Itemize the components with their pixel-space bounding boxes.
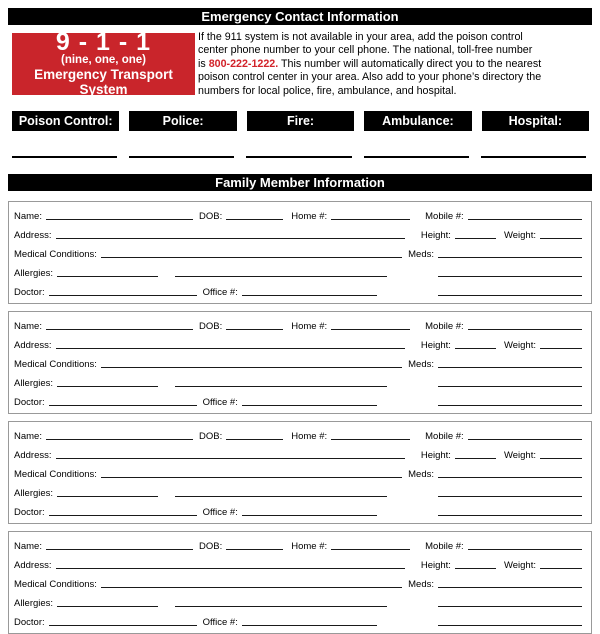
name-field[interactable] (46, 329, 193, 330)
intro-line-2: center phone number to your cell phone. The national, toll-free number (198, 44, 533, 57)
doctor-field[interactable] (49, 625, 197, 626)
dob-label: DOB: (198, 321, 223, 333)
meds-field-continued2[interactable] (438, 625, 582, 626)
medical-conditions-label: Medical Conditions: (14, 359, 97, 371)
member-row-address (14, 443, 582, 462)
member-row-allergies (14, 481, 582, 500)
height-field[interactable] (455, 238, 496, 239)
home-phone-field[interactable] (331, 549, 410, 550)
height-field[interactable] (455, 568, 496, 569)
intro-line-1: If the 911 system is not available in your area, add the poison control (198, 31, 523, 43)
office-phone-label: Office #: (202, 397, 238, 409)
911-label: Emergency Transport System (34, 67, 173, 97)
family-members (8, 201, 592, 634)
dob-label: DOB: (198, 431, 223, 443)
family-section-title: Family Member Information (8, 174, 592, 191)
emergency-contact-fields (12, 146, 586, 158)
intro-line-3-prefix: is (198, 57, 209, 70)
dob-field[interactable] (226, 329, 283, 330)
member-row-address (14, 553, 582, 572)
home-phone-label: Home #: (291, 211, 328, 223)
doctor-field[interactable] (49, 295, 197, 296)
police-field[interactable] (129, 146, 234, 158)
home-phone-label: Home #: (291, 321, 328, 333)
member-row-allergies (14, 261, 582, 280)
address-field[interactable] (56, 568, 405, 569)
name-label: Name: (14, 431, 42, 443)
member-row-medical (14, 242, 582, 261)
weight-field[interactable] (540, 458, 582, 459)
meds-field[interactable] (438, 477, 582, 478)
home-phone-label: Home #: (291, 541, 328, 553)
member-row-name (14, 204, 582, 223)
intro-paragraph (198, 31, 541, 98)
member-row-address (14, 223, 582, 242)
member-row-name (14, 314, 582, 333)
meds-label: Meds: (408, 579, 434, 591)
meds-label: Meds: (408, 359, 434, 371)
address-label: Address: (14, 450, 52, 462)
address-label: Address: (14, 560, 52, 572)
meds-field-continued[interactable] (438, 276, 582, 277)
911-phonetic: (nine, one, one) (61, 54, 146, 66)
doctor-label: Doctor: (14, 507, 45, 519)
allergies-label: Allergies: (14, 268, 54, 280)
doctor-label: Doctor: (14, 397, 45, 409)
name-field[interactable] (46, 549, 193, 550)
member-row-doctor (14, 610, 582, 629)
office-phone-field[interactable] (242, 515, 377, 516)
weight-field[interactable] (540, 238, 582, 239)
fire-field[interactable] (246, 146, 351, 158)
allergies-label: Allergies: (14, 378, 54, 390)
home-phone-field[interactable] (331, 219, 410, 220)
height-label: Height: (420, 450, 451, 462)
member-card (8, 421, 592, 524)
dob-field[interactable] (226, 439, 283, 440)
dob-label: DOB: (198, 541, 223, 553)
name-label: Name: (14, 541, 42, 553)
member-row-address (14, 333, 582, 352)
office-phone-label: Office #: (202, 617, 238, 629)
office-phone-field[interactable] (242, 405, 377, 406)
medical-conditions-field[interactable] (101, 477, 402, 478)
address-label: Address: (14, 230, 52, 242)
allergies-field[interactable] (57, 606, 158, 607)
meds-field-continued[interactable] (438, 606, 582, 607)
doctor-label: Doctor: (14, 617, 45, 629)
member-row-doctor (14, 390, 582, 409)
meds-field-continued2[interactable] (438, 295, 582, 296)
doctor-label: Doctor: (14, 287, 45, 299)
allergies-field-continued[interactable] (175, 606, 387, 607)
doctor-field[interactable] (49, 515, 197, 516)
doctor-field[interactable] (49, 405, 197, 406)
mobile-phone-label: Mobile #: (425, 321, 464, 333)
allergies-field-continued[interactable] (175, 496, 387, 497)
weight-field[interactable] (540, 568, 582, 569)
mobile-phone-field[interactable] (468, 439, 582, 440)
weight-label: Weight: (503, 340, 536, 352)
medical-conditions-label: Medical Conditions: (14, 579, 97, 591)
home-phone-field[interactable] (331, 329, 410, 330)
meds-field-continued[interactable] (438, 496, 582, 497)
member-card (8, 201, 592, 304)
mobile-phone-label: Mobile #: (425, 541, 464, 553)
911-emergency-box (12, 28, 195, 97)
medical-conditions-field[interactable] (101, 587, 402, 588)
weight-label: Weight: (503, 230, 536, 242)
office-phone-label: Office #: (202, 507, 238, 519)
member-card (8, 531, 592, 634)
hospital-field[interactable] (481, 146, 586, 158)
emergency-contact-labels (12, 111, 589, 131)
dob-field[interactable] (226, 219, 283, 220)
dob-field[interactable] (226, 549, 283, 550)
medical-conditions-field[interactable] (101, 257, 402, 258)
meds-field[interactable] (438, 587, 582, 588)
member-card (8, 311, 592, 414)
address-label: Address: (14, 340, 52, 352)
height-label: Height: (420, 340, 451, 352)
intro-line-3-suffix: This number will automatically direct you to the nearest (278, 57, 542, 70)
allergies-field-continued[interactable] (175, 276, 387, 277)
address-field[interactable] (56, 348, 405, 349)
mobile-phone-label: Mobile #: (425, 211, 464, 223)
height-label: Height: (420, 560, 451, 572)
mobile-phone-field[interactable] (468, 219, 582, 220)
allergies-field[interactable] (57, 276, 158, 277)
meds-label: Meds: (408, 249, 434, 261)
name-label: Name: (14, 321, 42, 333)
fire-label-box: Fire: (247, 111, 354, 131)
page-title: Emergency Contact Information (8, 8, 592, 25)
dob-label: DOB: (198, 211, 223, 223)
intro-line-5: numbers for local police, fire, ambulance, and hospital. (198, 84, 457, 97)
medical-conditions-label: Medical Conditions: (14, 469, 97, 481)
name-label: Name: (14, 211, 42, 223)
member-row-name (14, 424, 582, 443)
allergies-label: Allergies: (14, 488, 54, 500)
address-field[interactable] (56, 238, 405, 239)
home-phone-label: Home #: (291, 431, 328, 443)
meds-field-continued2[interactable] (438, 515, 582, 516)
medical-conditions-field[interactable] (101, 367, 402, 368)
meds-label: Meds: (408, 469, 434, 481)
weight-field[interactable] (540, 348, 582, 349)
height-field[interactable] (455, 348, 496, 349)
poison-control-label-box: Poison Control: (12, 111, 119, 131)
allergies-label: Allergies: (14, 598, 54, 610)
office-phone-field[interactable] (242, 625, 377, 626)
home-phone-field[interactable] (331, 439, 410, 440)
poison-control-phone-number: 800-222-1222. (208, 57, 279, 70)
allergies-field[interactable] (57, 386, 158, 387)
meds-field[interactable] (438, 367, 582, 368)
weight-label: Weight: (503, 450, 536, 462)
police-label-box: Police: (129, 111, 236, 131)
poison-control-field[interactable] (12, 146, 117, 158)
member-row-name (14, 534, 582, 553)
meds-field-continued2[interactable] (438, 405, 582, 406)
weight-label: Weight: (503, 560, 536, 572)
intro-section (12, 28, 592, 98)
911-number: 9 - 1 - 1 (55, 28, 152, 56)
member-row-allergies (14, 371, 582, 390)
ambulance-field[interactable] (364, 146, 469, 158)
intro-line-3 (198, 58, 541, 71)
member-row-medical (14, 462, 582, 481)
member-row-allergies (14, 591, 582, 610)
ambulance-label-box: Ambulance: (364, 111, 471, 131)
member-row-doctor (14, 500, 582, 519)
name-field[interactable] (46, 439, 193, 440)
hospital-label-box: Hospital: (482, 111, 589, 131)
meds-field-continued[interactable] (438, 386, 582, 387)
allergies-field[interactable] (57, 496, 158, 497)
name-field[interactable] (46, 219, 193, 220)
address-field[interactable] (56, 458, 405, 459)
intro-line-4: poison control center in your area. Also add to your phone’s directory the (198, 71, 542, 84)
height-label: Height: (420, 230, 451, 242)
mobile-phone-field[interactable] (468, 549, 582, 550)
height-field[interactable] (455, 458, 496, 459)
member-row-medical (14, 352, 582, 371)
mobile-phone-field[interactable] (468, 329, 582, 330)
meds-field[interactable] (438, 257, 582, 258)
office-phone-field[interactable] (242, 295, 377, 296)
member-row-doctor (14, 280, 582, 299)
medical-conditions-label: Medical Conditions: (14, 249, 97, 261)
allergies-field-continued[interactable] (175, 386, 387, 387)
member-row-medical (14, 572, 582, 591)
office-phone-label: Office #: (202, 287, 238, 299)
mobile-phone-label: Mobile #: (425, 431, 464, 443)
